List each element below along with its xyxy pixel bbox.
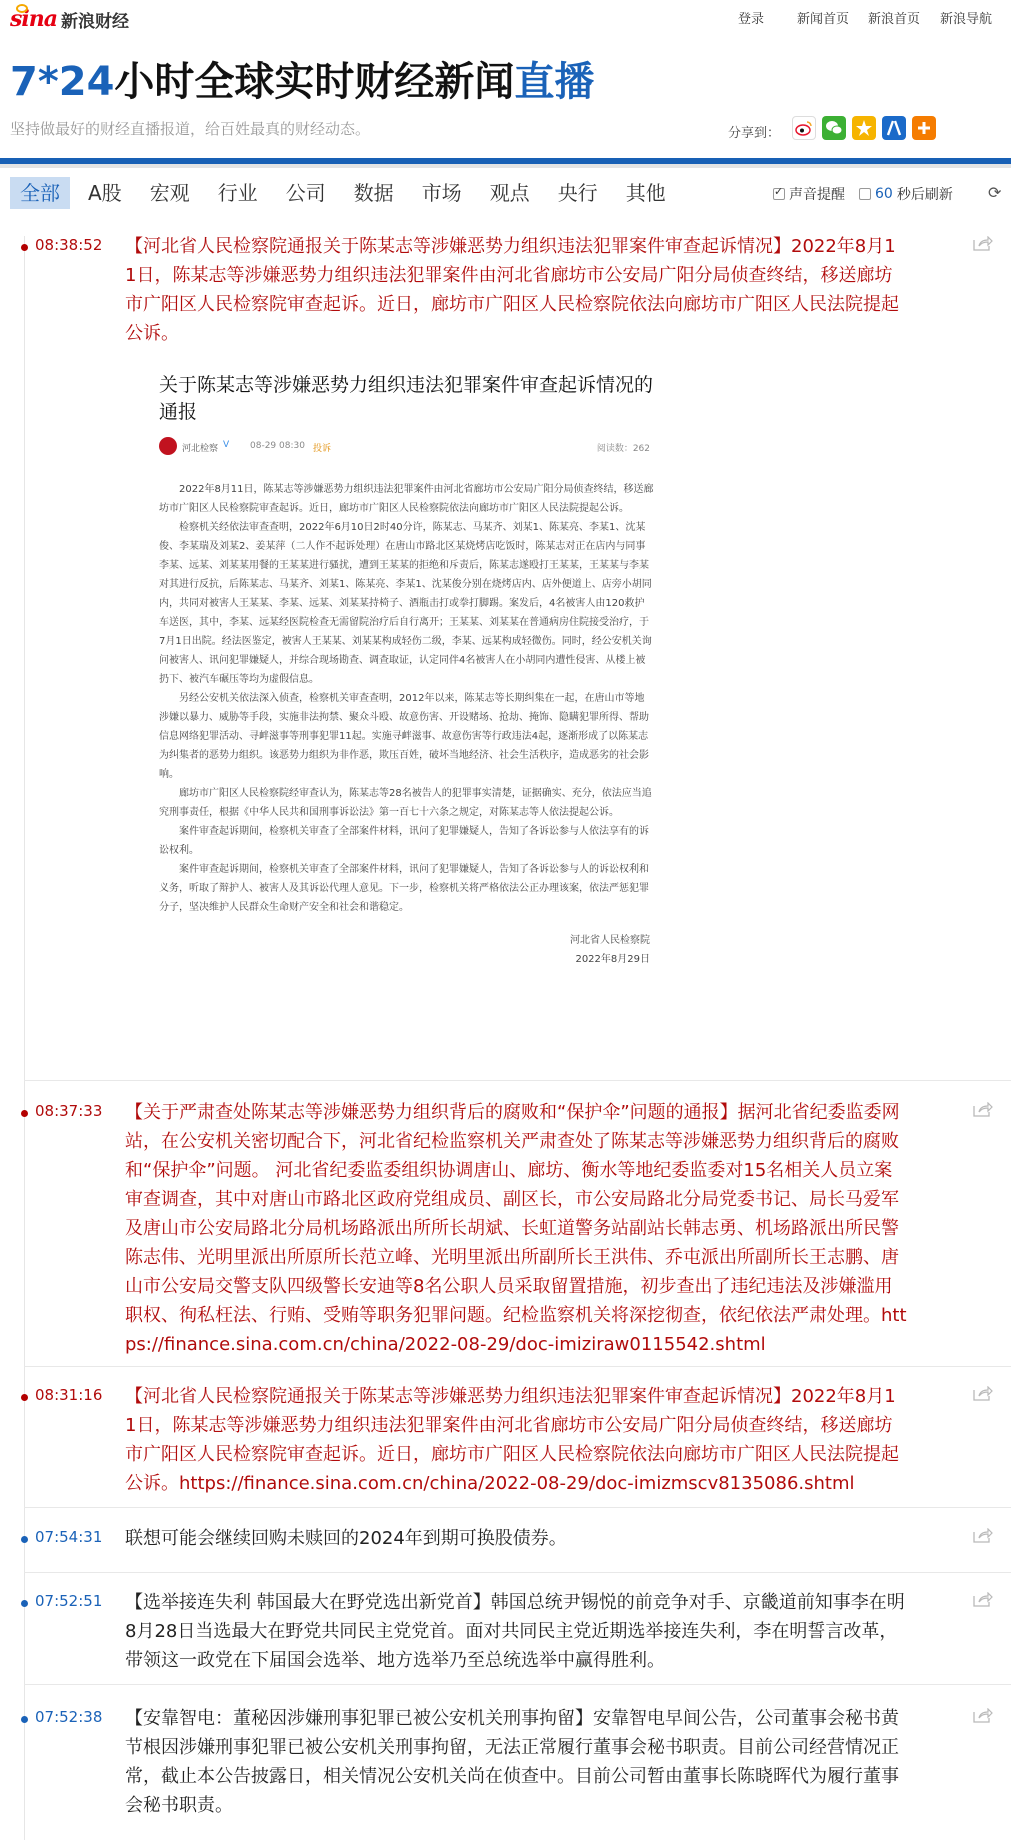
timeline-dot (21, 244, 28, 251)
item-divider (24, 1684, 1011, 1685)
feed-time: 08:31:16 (35, 1386, 103, 1404)
refresh-icon[interactable]: ⟳ (988, 183, 1002, 202)
feed-text[interactable]: 【安靠智电：董秘因涉嫌刑事犯罪已被公安机关刑事拘留】安靠智电早间公告，公司董事会秘书黄节根因涉嫌刑事犯罪已被公安机关刑事拘留，无法正常履行董事会秘书职责。目前公司经营情况正常，截止本公告披露日，相关情况公安机关尚在侦查中。目前公司暂由董事长陈晓晖代为履行董事会秘书职责。 (125, 1708, 899, 1816)
header-divider-shadow (0, 164, 1011, 168)
feed-time: 08:38:52 (35, 236, 103, 254)
sina-logo-text: sina (10, 6, 57, 32)
page-title (10, 56, 594, 108)
document-paragraph: 另经公安机关依法深入侦查，检察机关审查查明，2012年以来，陈某志等长期纠集在一起，在唐山市等地涉嫌以暴力、威胁等手段，实施非法拘禁、聚众斗殴、故意伤害、开设赌场、抢劫、掩饰、隐瞒犯罪所得、帮助信息网络犯罪活动、寻衅滋事等刑事犯罪11起。实施寻衅滋事、故意伤害等行政违法4起，逐渐形成了以陈某志为纠集者的恶势力组织。该恶势力组织为非作恶，欺压百姓，破坏当地经济、社会生活秩序，造成恶劣的社会影响。 (159, 693, 649, 780)
share-icon[interactable] (973, 1592, 993, 1607)
feed-text[interactable]: 【河北省人民检察院通报关于陈某志等涉嫌恶势力组织违法犯罪案件审查起诉情况】2022年8月11日，陈某志等涉嫌恶势力组织违法犯罪案件由河北省廊坊市公安局广阳分局侦查终结，移送廊坊市广阳区人民检察院审查起诉。近日，廊坊市广阳区人民检察院依法向廊坊市广阳区人民法院提起公诉。https://finance.sina.com.cn/china/2022-08-29/doc-imizmscv8135086.shtml (125, 1386, 899, 1494)
tab-opinion[interactable]: 观点 (489, 181, 530, 205)
share-icon[interactable] (973, 1708, 993, 1723)
sina-home-link[interactable]: 新浪首页 (868, 12, 921, 27)
title-part-24: 7*24 (10, 59, 115, 105)
document-complain: 投诉 (313, 444, 332, 454)
feed-text[interactable]: 【河北省人民检察院通报关于陈某志等涉嫌恶势力组织违法犯罪案件审查起诉情况】2022年8月11日，陈某志等涉嫌恶势力组织违法犯罪案件由河北省廊坊市公安局广阳分局侦查终结，移送廊坊市广阳区人民检察院审查起诉。近日，廊坊市广阳区人民检察院依法向廊坊市广阳区人民法院提起公诉。 (125, 236, 899, 344)
tab-central-bank[interactable]: 央行 (557, 181, 598, 205)
verified-badge: V (223, 440, 230, 450)
brand-name: 新浪财经 (61, 11, 129, 32)
document-signature: 河北省人民检察院 (570, 935, 650, 946)
item-divider (24, 1366, 1011, 1367)
qzone-icon[interactable] (852, 116, 876, 140)
feed-text[interactable]: 【关于严肃查处陈某志等涉嫌恶势力组织背后的腐败和“保护伞”问题的通报】据河北省纪委监委网站，在公安机关密切配合下，河北省纪检监察机关严肃查处了陈某志等涉嫌恶势力组织背后的腐败和“保护伞”问题。 河北省纪委监委组织协调唐山、廊坊、衡水等地纪委监委对15名相关人员立案审查调查，其中对唐山市路北区政府党组成员、副区长，市公安局路北分局党委书记、局长马爱军及唐山市公安局路北分局机场路派出所所长胡斌、长虹道警务站副站长韩志勇、机场路派出所民警陈志伟、光明里派出所原所长范立峰、光明里派出所副所长王洪伟、乔屯派出所副所长王志鹏、唐山市公安局交警支队四级警长安迪等8名公职人员采取留置措施，初步查出了违纪违法及涉嫌滥用职权、徇私枉法、行贿、受贿等职务犯罪问题。纪检监察机关将深挖彻查，依纪依法严肃处理。https://finance.sina.com.cn/china/2022-08-29/doc-imiziraw0115542.shtml (125, 1102, 907, 1355)
sound-alert-checkbox[interactable] (773, 188, 785, 200)
document-paragraph: 2022年8月11日，陈某志等涉嫌恶势力组织违法犯罪案件由河北省廊坊市公安局广阳分局侦查终结，移送廊坊市广阳区人民检察院审查起诉。近日，廊坊市广阳区人民检察院依法向廊坊市广阳区人民法院提起公诉。 (159, 484, 654, 514)
tab-a-shares[interactable]: A股 (88, 181, 122, 205)
document-datetime: 08-29 08:30 (250, 441, 305, 451)
document-meta (150, 436, 656, 458)
share-icon[interactable] (973, 1386, 993, 1401)
title-part-live: 直播 (514, 59, 595, 105)
share-icon[interactable] (973, 236, 993, 251)
document-body (159, 480, 654, 917)
share-icon[interactable] (973, 1528, 993, 1543)
refresh-seconds: 60 (875, 186, 893, 202)
share-icons (792, 116, 936, 140)
tab-macro[interactable]: 宏观 (149, 181, 190, 205)
tab-data[interactable]: 数据 (353, 181, 394, 205)
weibo-icon[interactable] (792, 116, 816, 140)
item-divider (24, 1572, 1011, 1573)
category-tabs (10, 177, 684, 209)
embedded-document-image[interactable] (150, 372, 656, 1062)
timeline-dot (21, 1110, 28, 1117)
top-bar (0, 0, 1011, 38)
feed-text[interactable]: 联想可能会继续回购未赎回的2024年到期可换股债券。 (125, 1528, 567, 1549)
procuratorate-emblem-icon (159, 437, 177, 455)
renren-icon[interactable] (882, 116, 906, 140)
tab-company[interactable]: 公司 (285, 181, 326, 205)
wechat-icon[interactable] (822, 116, 846, 140)
sound-alert-label: 声音提醒 (789, 187, 845, 203)
feed-time: 07:54:31 (35, 1528, 103, 1546)
login-link[interactable]: 登录 (738, 12, 765, 27)
share-icon[interactable] (973, 1102, 993, 1117)
timeline-dot (21, 1394, 28, 1401)
document-sign-date: 2022年8月29日 (575, 954, 650, 965)
document-source: 河北检察 (182, 444, 219, 454)
feed-text[interactable]: 【选举接连失利 韩国最大在野党选出新党首】韩国总统尹锡悦的前竞争对手、京畿道前知事李在明8月28日当选最大在野党共同民主党党首。面对共同民主党近期选举接连失利，李在明誓言改革，带领这一政党在下届国会选举、地方选举乃至总统选举中赢得胜利。 (125, 1592, 905, 1671)
sina-nav-link[interactable]: 新浪导航 (940, 12, 993, 27)
document-paragraph: 案件审查起诉期间，检察机关审查了全部案件材料，讯问了犯罪嫌疑人，告知了各诉讼参与人依法享有的诉讼权利。 (159, 826, 649, 856)
item-divider (24, 1080, 1011, 1081)
auto-refresh-checkbox[interactable] (859, 188, 871, 200)
tab-market[interactable]: 市场 (421, 181, 462, 205)
feed-time: 08:37:33 (35, 1102, 103, 1120)
share-label: 分享到： (728, 126, 781, 141)
sina-eye-icon (16, 4, 28, 13)
timeline-dot (21, 1600, 28, 1607)
auto-refresh-label: 秒后刷新 (896, 187, 953, 203)
sina-finance-logo[interactable] (10, 5, 129, 33)
page-subtitle: 坚持做最好的财经直播报道，给百姓最真的财经动态。 (10, 120, 371, 138)
title-part-main: 小时全球实时财经新闻 (114, 59, 515, 105)
tab-all[interactable]: 全部 (10, 177, 70, 209)
document-paragraph: 案件审查起诉期间，检察机关审查了全部案件材料，讯问了犯罪嫌疑人，告知了各诉讼参与人的诉讼权利和义务，听取了辩护人、被害人及其诉讼代理人意见。下一步，检察机关将严格依法公正办理该案，依法严惩犯罪分子，坚决维护人民群众生命财产安全和社会和谐稳定。 (159, 864, 649, 913)
feed-options (773, 184, 953, 204)
document-read-count: 阅读数：262 (596, 444, 650, 454)
feed-time: 07:52:38 (35, 1708, 103, 1726)
tab-other[interactable]: 其他 (625, 181, 666, 205)
timeline-dot (21, 1716, 28, 1723)
item-divider (24, 1507, 1011, 1508)
timeline-dot (21, 1536, 28, 1543)
document-paragraph: 廊坊市广阳区人民检察院经审查认为，陈某志等28名被告人的犯罪事实清楚，证据确实、充分，依法应当追究刑事责任，根据《中华人民共和国刑事诉讼法》第一百七十六条之规定，对陈某志等人依法提起公诉。 (159, 788, 652, 818)
more-share-icon[interactable] (912, 116, 936, 140)
tab-industry[interactable]: 行业 (217, 181, 258, 205)
feed-time: 07:52:51 (35, 1592, 103, 1610)
document-title: 关于陈某志等涉嫌恶势力组织违法犯罪案件审查起诉情况的通报 (159, 374, 654, 423)
document-paragraph: 检察机关经依法审查查明，2022年6月10日2时40分许，陈某志、马某齐、刘某1、陈某亮、李某1、沈某俊、李某瑞及刘某2、姜某萍（二人作不起诉处理）在唐山市路北区某烧烤店吃饭时，陈某志对正在店内与同事李某、远某、刘某某用餐的王某某进行骚扰，遭到王某某的拒绝和斥责后，陈某志遂殴打王某某，王某某与李某对其进行反抗，后陈某志、马某齐、刘某1、陈某亮、李某1、沈某俊分别在烧烤店内、店外便道上、店旁小胡同内，共同对被害人王某某、李某、远某、刘某某持椅子、酒瓶击打或拳打脚踢。案发后，4名被害人由120救护车送医，其中，李某、远某经医院检查无需留院治疗后自行离开；王某某、刘某某在普通病房住院接受治疗，于7月1日出院。经法医鉴定，被害人王某某、刘某某构成轻伤二级，李某、远某构成轻微伤。同时，经公安机关询问被害人、讯问犯罪嫌疑人，并综合现场勘查、调查取证，认定同伴4名被害人在小胡同内遭性侵害、从楼上被扔下、被汽车碾压等均为虚假信息。 (159, 522, 652, 685)
news-home-link[interactable]: 新闻首页 (797, 12, 850, 27)
